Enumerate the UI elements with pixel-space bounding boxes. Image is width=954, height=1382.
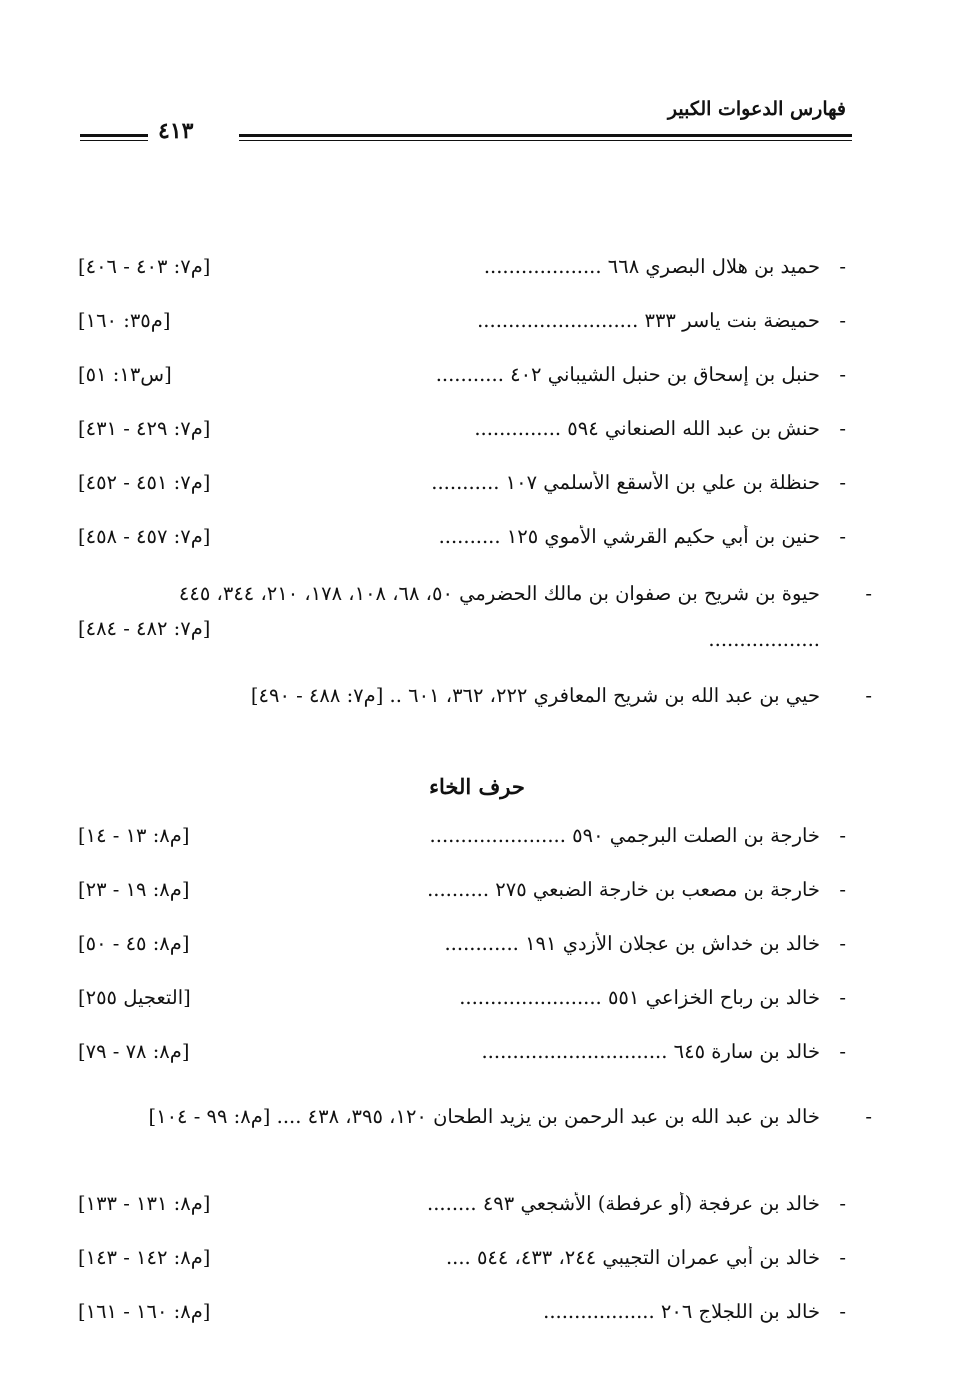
index-entry: -حنش بن عبد الله الصنعاني ٥٩٤ .............. [م٧: ٤٢٩ - ٤٣١] xyxy=(78,417,846,440)
entry-text: حنين بن أبي حكيم القرشي الأموي ١٢٥ xyxy=(506,525,820,548)
entry-citation: [م٨: ٤٥ - ٥٠] xyxy=(78,932,190,955)
entry-citation: [التعجيل ٢٥٥] xyxy=(78,986,191,1009)
index-entry: -خالد بن أبي عمران التجيبي ٢٤٤، ٤٣٣، ٥٤٤ .... [م٨: ١٤٢ - ١٤٣] xyxy=(78,1246,846,1269)
index-entry: -خالد بن عبد الله بن عبد الرحمن بن يزيد الطحان ١٢٠، ٣٩٥، ٤٣٨ .... [م٨: ٩٩ - ١٠٤] xyxy=(148,1105,872,1128)
entry-text: خالد بن عبد الله بن عبد الرحمن بن يزيد الطحان ١٢٠، ٣٩٥، ٤٣٨ xyxy=(307,1105,820,1128)
entry-leader: .............. xyxy=(474,417,568,440)
running-head: فهارس الدعوات الكبير xyxy=(667,98,846,120)
entry-text: خارجة بن مصعب بن خارجة الضبعي ٢٧٥ xyxy=(495,878,820,901)
entry-leader: ....................... xyxy=(459,986,608,1009)
entry-citation: [م٨: ١٣ - ١٤] xyxy=(78,824,190,847)
index-entry: -خالد بن اللجلاج ٢٠٦ .................. [م٨: ١٦٠ - ١٦١] xyxy=(78,1300,846,1323)
entry-text: خالد بن أبي عمران التجيبي ٢٤٤، ٤٣٣، ٥٤٤ xyxy=(476,1246,820,1269)
entry-leader: ........... xyxy=(431,471,506,494)
header-rule xyxy=(239,134,852,141)
entry-citation: [م٧: ٤٥١ - ٤٥٢] xyxy=(78,471,211,494)
entry-leader: .......... xyxy=(438,525,507,548)
entry-citation: [س١٣: ٥١] xyxy=(78,363,172,386)
entry-citation: [م٨: ١٩ - ٢٣] xyxy=(78,878,190,901)
index-entry: -خارجة بن مصعب بن خارجة الضبعي ٢٧٥ .......... [م٨: ١٩ - ٢٣] xyxy=(78,878,846,901)
entry-citation: [م٨: ١٤٢ - ١٤٣] xyxy=(78,1246,211,1269)
entry-text: حميد بن هلال البصري ٦٦٨ xyxy=(607,255,820,278)
index-entry: -خالد بن رباح الخزاعي ٥٥١ ....................... [التعجيل ٢٥٥] xyxy=(78,986,846,1009)
entry-citation: [م٧: ٤٥٧ - ٤٥٨] xyxy=(78,525,211,548)
index-entry: -خالد بن سارة ٦٤٥ .............................. [م٨: ٧٨ - ٧٩] xyxy=(78,1040,846,1063)
index-entry: -خالد بن خداش بن عجلان الأزدي ١٩١ ............ [م٨: ٤٥ - ٥٠] xyxy=(78,932,846,955)
entry-text: حنبل بن إسحاق بن حنبل الشيباني ٤٠٢ xyxy=(510,363,820,386)
entry-leader: ...................... xyxy=(429,824,573,847)
index-entry: -حنبل بن إسحاق بن حنبل الشيباني ٤٠٢ ........... [س١٣: ٥١] xyxy=(78,363,846,386)
entry-leader: .................. xyxy=(543,1300,661,1323)
entry-leader: .... xyxy=(276,1105,308,1128)
entry-leader: ........... xyxy=(435,363,511,386)
entry-text: خالد بن اللجلاج ٢٠٦ xyxy=(660,1300,820,1323)
entry-leader: .................. xyxy=(708,628,820,651)
entry-text: خارجة بن الصلت البرجمي ٥٩٠ xyxy=(572,824,820,847)
index-entry: -حنظلة بن علي بن الأسقع الأسلمي ١٠٧ ........... [م٧: ٤٥١ - ٤٥٢] xyxy=(78,471,846,494)
index-entry: -حيوة بن شريح بن صفوان بن مالك الحضرمي ٥٠، ٦٨، ١٠٨، ١٧٨، ٢١٠، ٣٤٤، ٤٤٥ .................. [م٧: ٤٨٢ - ٤٨٤] xyxy=(78,582,872,651)
entry-leader: .... xyxy=(445,1246,477,1269)
entry-leader: .......... xyxy=(427,878,496,901)
entry-text: خالد بن رباح الخزاعي ٥٥١ xyxy=(607,986,820,1009)
index-entry: -حيي بن عبد الله بن شريح المعافري ٢٢٢، ٣٦٢، ٦٠١ .. [م٧: ٤٨٨ - ٤٩٠] xyxy=(250,684,872,707)
index-entry: -حنين بن أبي حكيم القرشي الأموي ١٢٥ .......... [م٧: ٤٥٧ - ٤٥٨] xyxy=(78,525,846,548)
entry-leader: ........ xyxy=(427,1192,483,1215)
index-entry: -حميد بن هلال البصري ٦٦٨ ................... [م٧: ٤٠٣ - ٤٠٦] xyxy=(78,255,846,278)
entry-leader: ................... xyxy=(483,255,608,278)
entry-citation: [م٨: ١٦٠ - ١٦١] xyxy=(78,1300,211,1323)
entry-citation: [م٣٥: ١٦٠] xyxy=(78,309,171,332)
entry-text: خالد بن خداش بن عجلان الأزدي ١٩١ xyxy=(525,932,820,955)
entry-text: حيي بن عبد الله بن شريح المعافري ٢٢٢، ٣٦٢، ٦٠١ xyxy=(408,684,820,707)
index-entry: -حميضة بنت ياسر ٣٣٣ .......................... [م٣٥: ١٦٠] xyxy=(78,309,846,332)
entry-leader: .. xyxy=(389,684,409,707)
index-entry: -خارجة بن الصلت البرجمي ٥٩٠ ...................... [م٨: ١٣ - ١٤] xyxy=(78,824,846,847)
index-entry: -خالد بن عرفجة (أو عرفطة) الأشجعي ٤٩٣ ........ [م٨: ١٣١ - ١٣٣] xyxy=(78,1192,846,1215)
entry-leader: .......................... xyxy=(477,309,645,332)
entry-text: خالد بن سارة ٦٤٥ xyxy=(673,1040,820,1063)
entry-citation: [م٧: ٤٨٨ - ٤٩٠] xyxy=(250,684,384,707)
entry-text: خالد بن عرفجة (أو عرفطة) الأشجعي ٤٩٣ xyxy=(482,1192,820,1215)
entry-text: حنظلة بن علي بن الأسقع الأسلمي ١٠٧ xyxy=(505,471,820,494)
entry-leader: .............................. xyxy=(481,1040,674,1063)
entry-citation: [م٨: ٧٨ - ٧٩] xyxy=(78,1040,190,1063)
entry-citation: [م٧: ٤٢٩ - ٤٣١] xyxy=(78,417,211,440)
entry-leader: ............ xyxy=(444,932,526,955)
entry-citation: [م٧: ٤٠٣ - ٤٠٦] xyxy=(78,255,211,278)
entry-citation: [م٨: ١٣١ - ١٣٣] xyxy=(78,1192,211,1215)
header-rule-short xyxy=(80,134,148,141)
page-number: ٤١٣ xyxy=(158,118,194,144)
entry-text: حميضة بنت ياسر ٣٣٣ xyxy=(644,309,820,332)
entry-text: حيوة بن شريح بن صفوان بن مالك الحضرمي ٥٠، ٦٨، ١٠٨، ١٧٨، ٢١٠، ٣٤٤، ٤٤٥ xyxy=(178,582,820,605)
entry-citation: [م٨: ٩٩ - ١٠٤] xyxy=(148,1105,271,1128)
entry-text: حنش بن عبد الله الصنعاني ٥٩٤ xyxy=(567,417,820,440)
entry-citation: [م٧: ٤٨٢ - ٤٨٤] xyxy=(78,617,211,640)
section-heading: حرف الخاء xyxy=(429,774,525,799)
